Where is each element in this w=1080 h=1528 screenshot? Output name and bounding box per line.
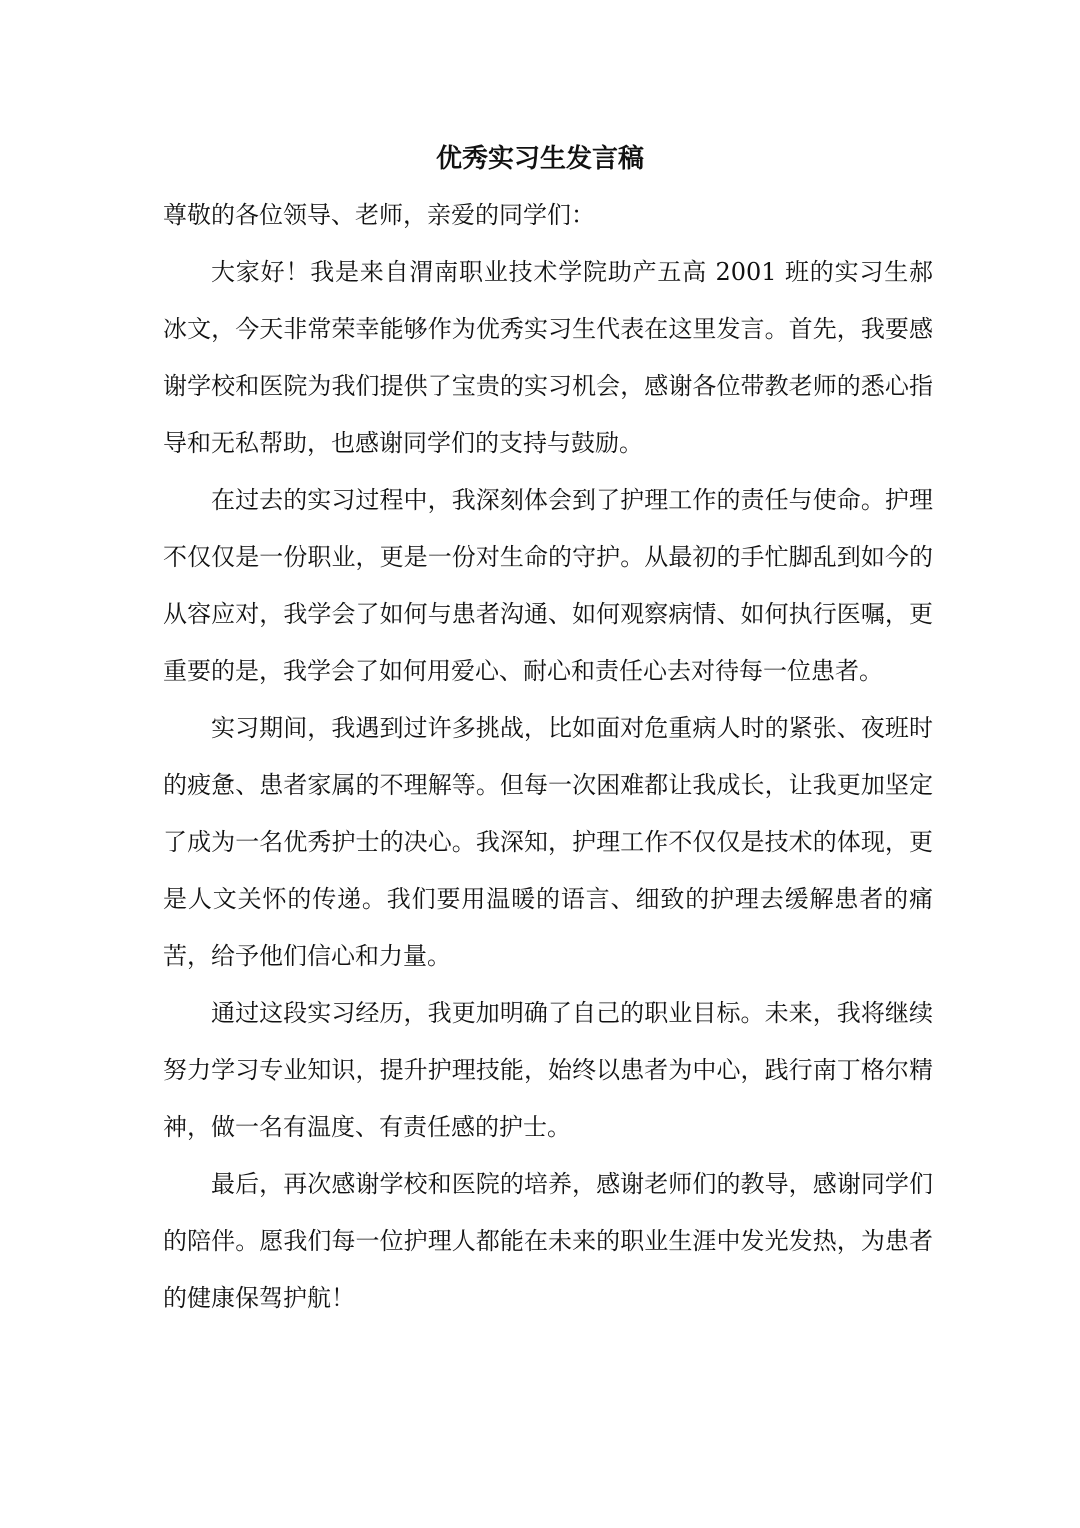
document-body (163, 187, 933, 1327)
salutation: 尊敬的各位领导、老师，亲爱的同学们： (163, 201, 595, 229)
paragraph-goals: 通过这段实习经历，我更加明确了自己的职业目标。未来，我将继续努力学习专业知识，提升护理技能，始终以患者为中心，践行南丁格尔精神，做一名有温度、有责任感的护士。 (163, 999, 933, 1141)
document-title: 优秀实习生发言稿 (435, 144, 644, 174)
paragraph-closing: 最后，再次感谢学校和医院的培养，感谢老师们的教导，感谢同学们的陪伴。愿我们每一位护理人都能在未来的职业生涯中发光发热，为患者的健康保驾护航！ (163, 1170, 933, 1312)
paragraph-experience: 在过去的实习过程中，我深刻体会到了护理工作的责任与使命。护理不仅仅是一份职业，更是一份对生命的守护。从最初的手忙脚乱到如今的从容应对，我学会了如何与患者沟通、如何观察病情、如何执行医嘱，更重要的是，我学会了如何用爱心、耐心和责任心去对待每一位患者。 (163, 486, 933, 685)
paragraph-intro: 大家好！我是来自渭南职业技术学院助产五高 2001 班的实习生郝冰文，今天非常荣幸能够作为优秀实习生代表在这里发言。首先，我要感谢学校和医院为我们提供了宝贵的实习机会，感谢各位带教老师的悉心指导和无私帮助，也感谢同学们的支持与鼓励。 (163, 258, 933, 457)
paragraph-challenges: 实习期间，我遇到过许多挑战，比如面对危重病人时的紧张、夜班时的疲惫、患者家属的不理解等。但每一次困难都让我成长，让我更加坚定了成为一名优秀护士的决心。我深知，护理工作不仅仅是技术的体现，更是人文关怀的传递。我们要用温暖的语言、细致的护理去缓解患者的痛苦，给予他们信心和力量。 (163, 714, 933, 970)
